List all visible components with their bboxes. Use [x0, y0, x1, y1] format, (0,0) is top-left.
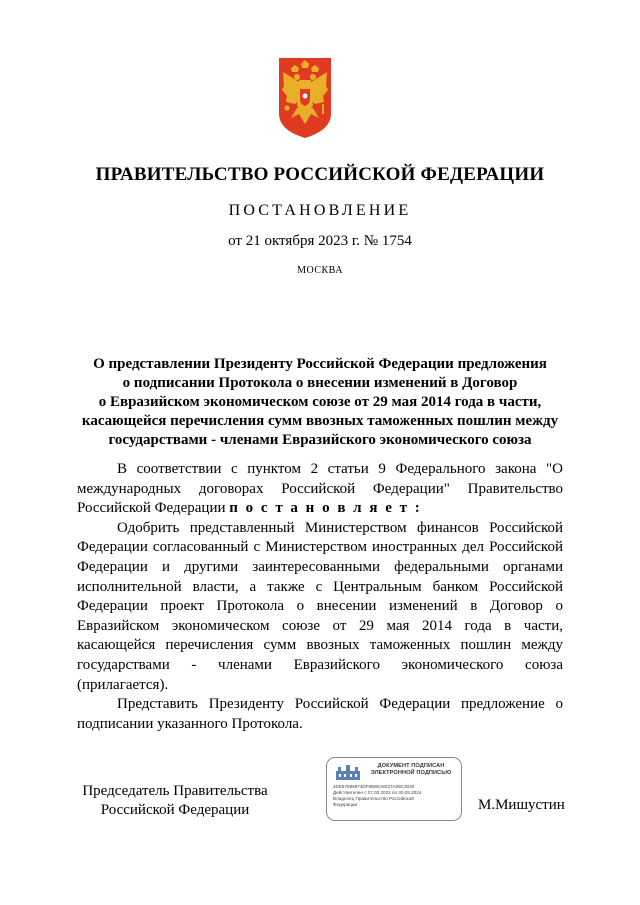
- stamp-title-line: ЭЛЕКТРОННОЙ ПОДПИСЬЮ: [370, 770, 452, 776]
- signatory-name: М.Мишустин: [478, 797, 565, 813]
- stamp-title-line: ДОКУМЕНТ ПОДПИСАН: [377, 763, 445, 769]
- stamp-title: [363, 763, 459, 777]
- certificate-owner: Федерации: [333, 802, 358, 807]
- position-line: Российской Федерации: [100, 802, 250, 818]
- document-type: ПОСТАНОВЛЕНИЕ: [228, 202, 412, 219]
- heading-line: О представлении Президенту Российской Федерации предложения: [93, 356, 547, 372]
- document-city: МОСКВА: [297, 265, 343, 276]
- body-paragraph: Одобрить представленный Министерством финансов Российской Федерации согласованный с Министерством иностранных дел Российской Федерации и другими заинтересованными федеральными органами исполнительной власти, а также с Центральным банком Российской Федерации проект Протокола о внесении изменений в Договор о Евразийском экономическом союзе от 29 мая 2014 года в части, касающейся перечисления сумм ввозных таможенных пошлин между государствами - членами Евразийского экономического союза (прилагается).: [77, 519, 563, 693]
- resolves-keyword: п о с т а н о в л я е т :: [229, 500, 422, 517]
- signatory-position: [80, 782, 270, 820]
- certificate-number: 4DE57888873DF8B80A6037A09C3030: [333, 784, 415, 789]
- body-paragraph: Представить Президенту Российской Федерации предложение о подписании указанного Протокола.: [77, 696, 563, 732]
- certificate-validity: Действителен с 07.03.2023 по 30.05.2024: [333, 790, 422, 795]
- certificate-owner: Владелец Правительство Российской: [333, 796, 414, 801]
- document-heading: [60, 355, 580, 450]
- heading-line: о подписании Протокола о внесении изменений в Договор: [122, 375, 518, 391]
- document-date-number: от 21 октября 2023 г. № 1754: [228, 233, 412, 249]
- body-paragraph: [77, 460, 563, 519]
- document-body: [77, 460, 563, 734]
- stamp-details: [333, 784, 459, 808]
- government-title: ПРАВИТЕЛЬСТВО РОССИЙСКОЙ ФЕДЕРАЦИИ: [95, 164, 545, 185]
- heading-line: государствами - членами Евразийского экономического союза: [108, 432, 532, 448]
- position-line: Председатель Правительства: [82, 783, 268, 799]
- electronic-signature-stamp: [326, 757, 462, 821]
- kremlin-building-icon: [335, 764, 361, 781]
- coat-of-arms-emblem: [277, 56, 333, 140]
- heading-line: о Евразийском экономическом союзе от 29 мая 2014 года в части,: [98, 394, 542, 410]
- paragraph-text: В соответствии с пунктом 2 статьи 9 Федерального закона "О международных договорах Российской Федерации" Правительство Российской Федерации: [77, 461, 563, 517]
- heading-line: касающейся перечисления сумм ввозных таможенных пошлин между: [81, 413, 559, 429]
